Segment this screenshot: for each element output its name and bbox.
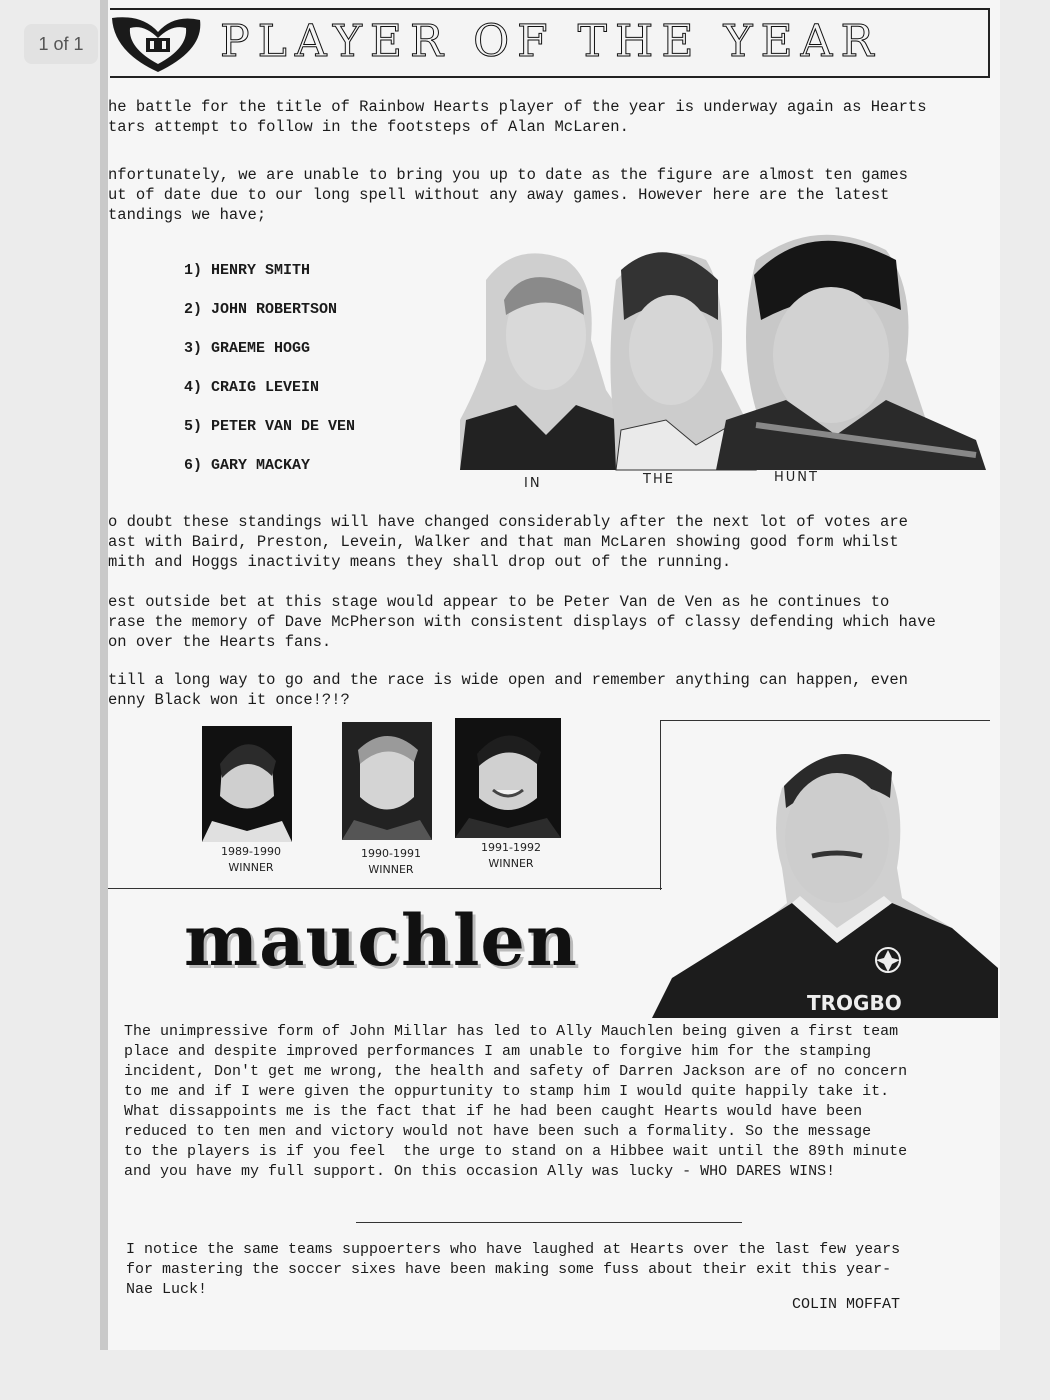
intro-paragraph-2: nfortunately, we are unable to bring you up to date as the figure are almost ten games ut of date due to our long spell without any away games. However here are the latest tandings we have; [108,166,908,224]
page-title: PLAYER OF THE YEAR [220,16,882,67]
document-page [100,0,1000,1350]
author-signature: COLIN MOFFAT [792,1296,901,1313]
hearts-crest-icon [112,14,204,74]
hunt-label-the: THE [643,472,675,487]
standings-item: 1) HENRY SMITH [184,262,311,279]
mauchlen-heading-text: mauchlen [184,899,578,982]
shirt-sponsor-text: TROGBO [807,991,902,1015]
feature-box-top-rule [660,720,990,721]
mauchlen-heading [184,899,636,984]
intro-paragraph-1: he battle for the title of Rainbow Hearts player of the year is underway again as Hearts tars attempt to follow in the footsteps of Alan McLaren. [108,98,927,136]
page-indicator: 1 of 1 [24,24,98,64]
winner-year: 1991-1992 [481,841,541,854]
standings-item: 5) PETER VAN DE VEN [184,418,356,435]
winner-caption-3 [456,840,566,872]
winner-label: WINNER [488,857,534,870]
mauchlen-paragraph: The unimpressive form of John Millar has led to Ally Mauchlen being given a first team place and despite improved performances I am unable to forgive him for the stamping incident, Don't get me wrong, the health and safety of Darren Jackson are of no concern to me and if I were given the oppurtunity to stamp him I would quite happily take it. What dissappoints me is the fact that if he had been caught Hearts would have been reduced to ten men and victory would not have been such a formality. So the message to the players is if you feel the urge to stand on a Hibbee wait until the 89th minute and you have my full support. On this occasion Ally was lucky - WHO DARES WINS! [124,1023,908,1180]
standings-item: 4) CRAIG LEVEIN [184,379,320,396]
body-paragraph-3: o doubt these standings will have changed considerably after the next lot of votes are ast with Baird, Preston, Levein, Walker and that man McLaren showing good form whilst mith and Hoggs inactivity means they shall drop out of the running. [108,513,908,571]
standings-item: 2) JOHN ROBERTSON [184,301,338,318]
winner-caption-1 [196,844,306,876]
winner-label: WINNER [368,863,414,876]
winner-photo-1990-1991 [342,722,432,840]
winner-year: 1990-1991 [361,847,421,860]
winner-label: WINNER [228,861,274,874]
body-paragraph-5: till a long way to go and the race is wide open and remember anything can happen, even enny Black won it once!?!? [108,671,908,709]
hunt-label-hunt: HUNT [774,470,819,485]
winner-photo-1991-1992 [455,718,561,838]
in-the-hunt-photo [456,220,1000,474]
hunt-label-in: IN [524,476,542,491]
feature-box-bottom-rule [104,888,662,889]
body-paragraph-4: est outside bet at this stage would appear to be Peter Van de Ven as he continues to rase the memory of Dave McPherson with consistent displays of classy defending which have on over the Hearts fans. [108,593,936,651]
standings-list [184,262,355,496]
section-divider [356,1222,742,1223]
mauchlen-photo [652,728,998,1018]
standings-item: 6) GARY MACKAY [184,457,311,474]
winner-year: 1989-1990 [221,845,281,858]
standings-item: 3) GRAEME HOGG [184,340,311,357]
header-banner [110,8,990,78]
winner-photo-1989-1990 [202,726,292,842]
winner-caption-2 [336,846,446,878]
page-edge-shadow [100,0,108,1350]
closing-paragraph: I notice the same teams suppoerters who have laughed at Hearts over the last few years for mastering the soccer sixes have been making some fuss about their exit this year- Nae Luck! [126,1241,901,1298]
